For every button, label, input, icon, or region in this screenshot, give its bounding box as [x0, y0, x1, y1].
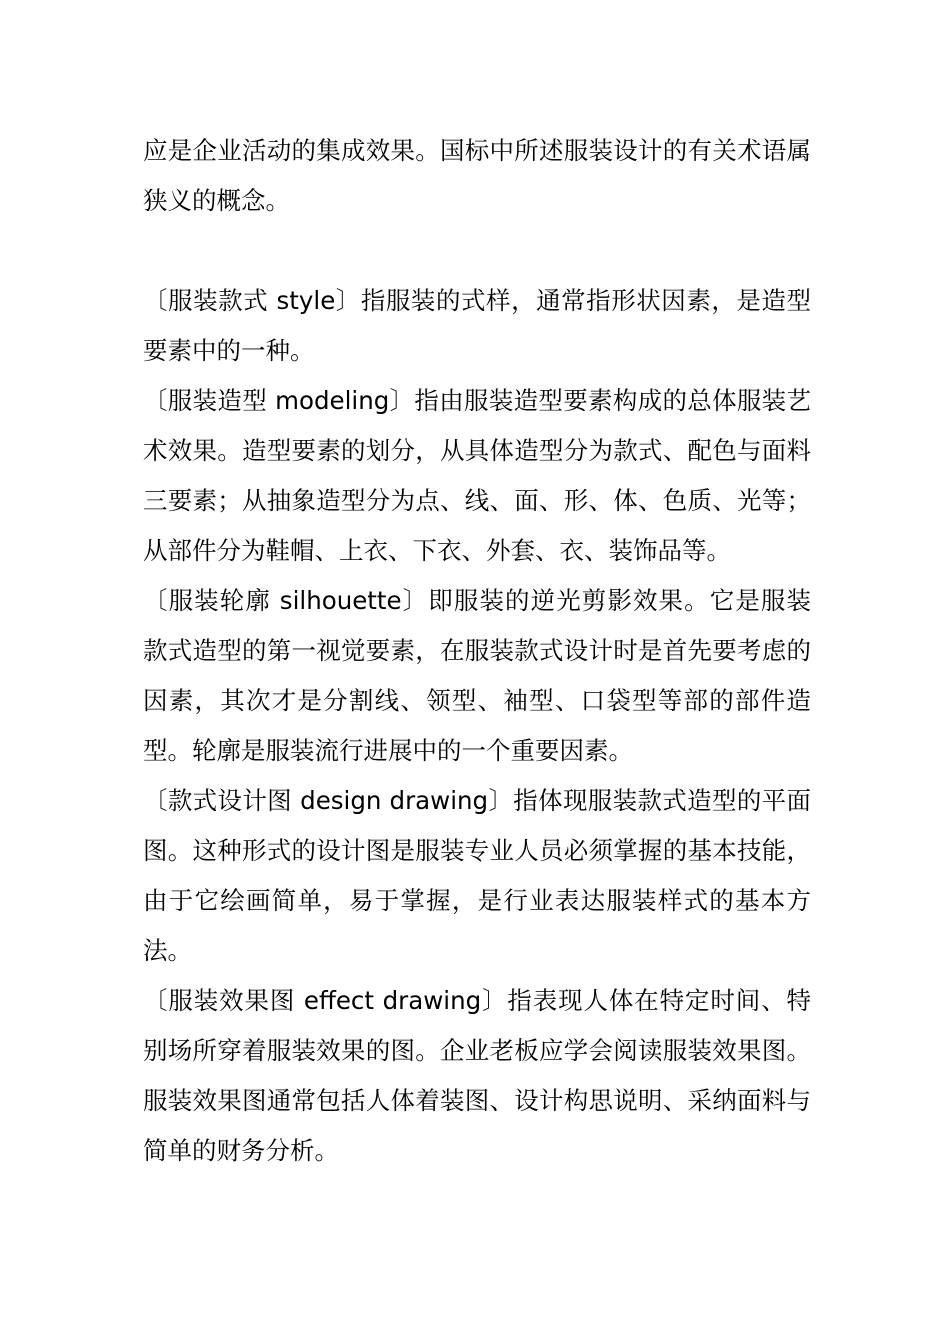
paragraph-gap	[143, 226, 811, 276]
document-page	[143, 126, 811, 1176]
paragraph-silhouette-definition: 〔服装轮廓 silhouette〕即服装的逆光剪影效果。它是服装款式造型的第一视觉要素，在服装款式设计时是首先要考虑的因素，其次才是分割线、领型、袖型、口袋型等部的部件造型。轮廓是服装流行进展中的一个重要因素。	[143, 586, 811, 765]
paragraph-modeling-definition: 〔服装造型 modeling〕指由服装造型要素构成的总体服装艺术效果。造型要素的划分，从具体造型分为款式、配色与面料三要素；从抽象造型分为点、线、面、形、体、色质、光等；从部件分为鞋帽、上衣、下衣、外套、衣、装饰品等。	[143, 386, 811, 565]
paragraph-effect-drawing-definition: 〔服装效果图 effect drawing〕指表现人体在特定时间、特别场所穿着服装效果的图。企业老板应学会阅读服装效果图。服装效果图通常包括人体着装图、设计构思说明、采纳面料与简单的财务分析。	[143, 986, 811, 1165]
paragraph-design-drawing-definition: 〔款式设计图 design drawing〕指体现服装款式造型的平面图。这种形式的设计图是服装专业人员必须掌握的基本技能，由于它绘画简单，易于掌握，是行业表达服装样式的基本方法。	[143, 786, 811, 965]
paragraph-style-definition: 〔服装款式 style〕指服装的式样，通常指形状因素，是造型要素中的一种。	[143, 286, 811, 365]
paragraph-intro: 应是企业活动的集成效果。国标中所述服装设计的有关术语属狭义的概念。	[143, 136, 811, 215]
